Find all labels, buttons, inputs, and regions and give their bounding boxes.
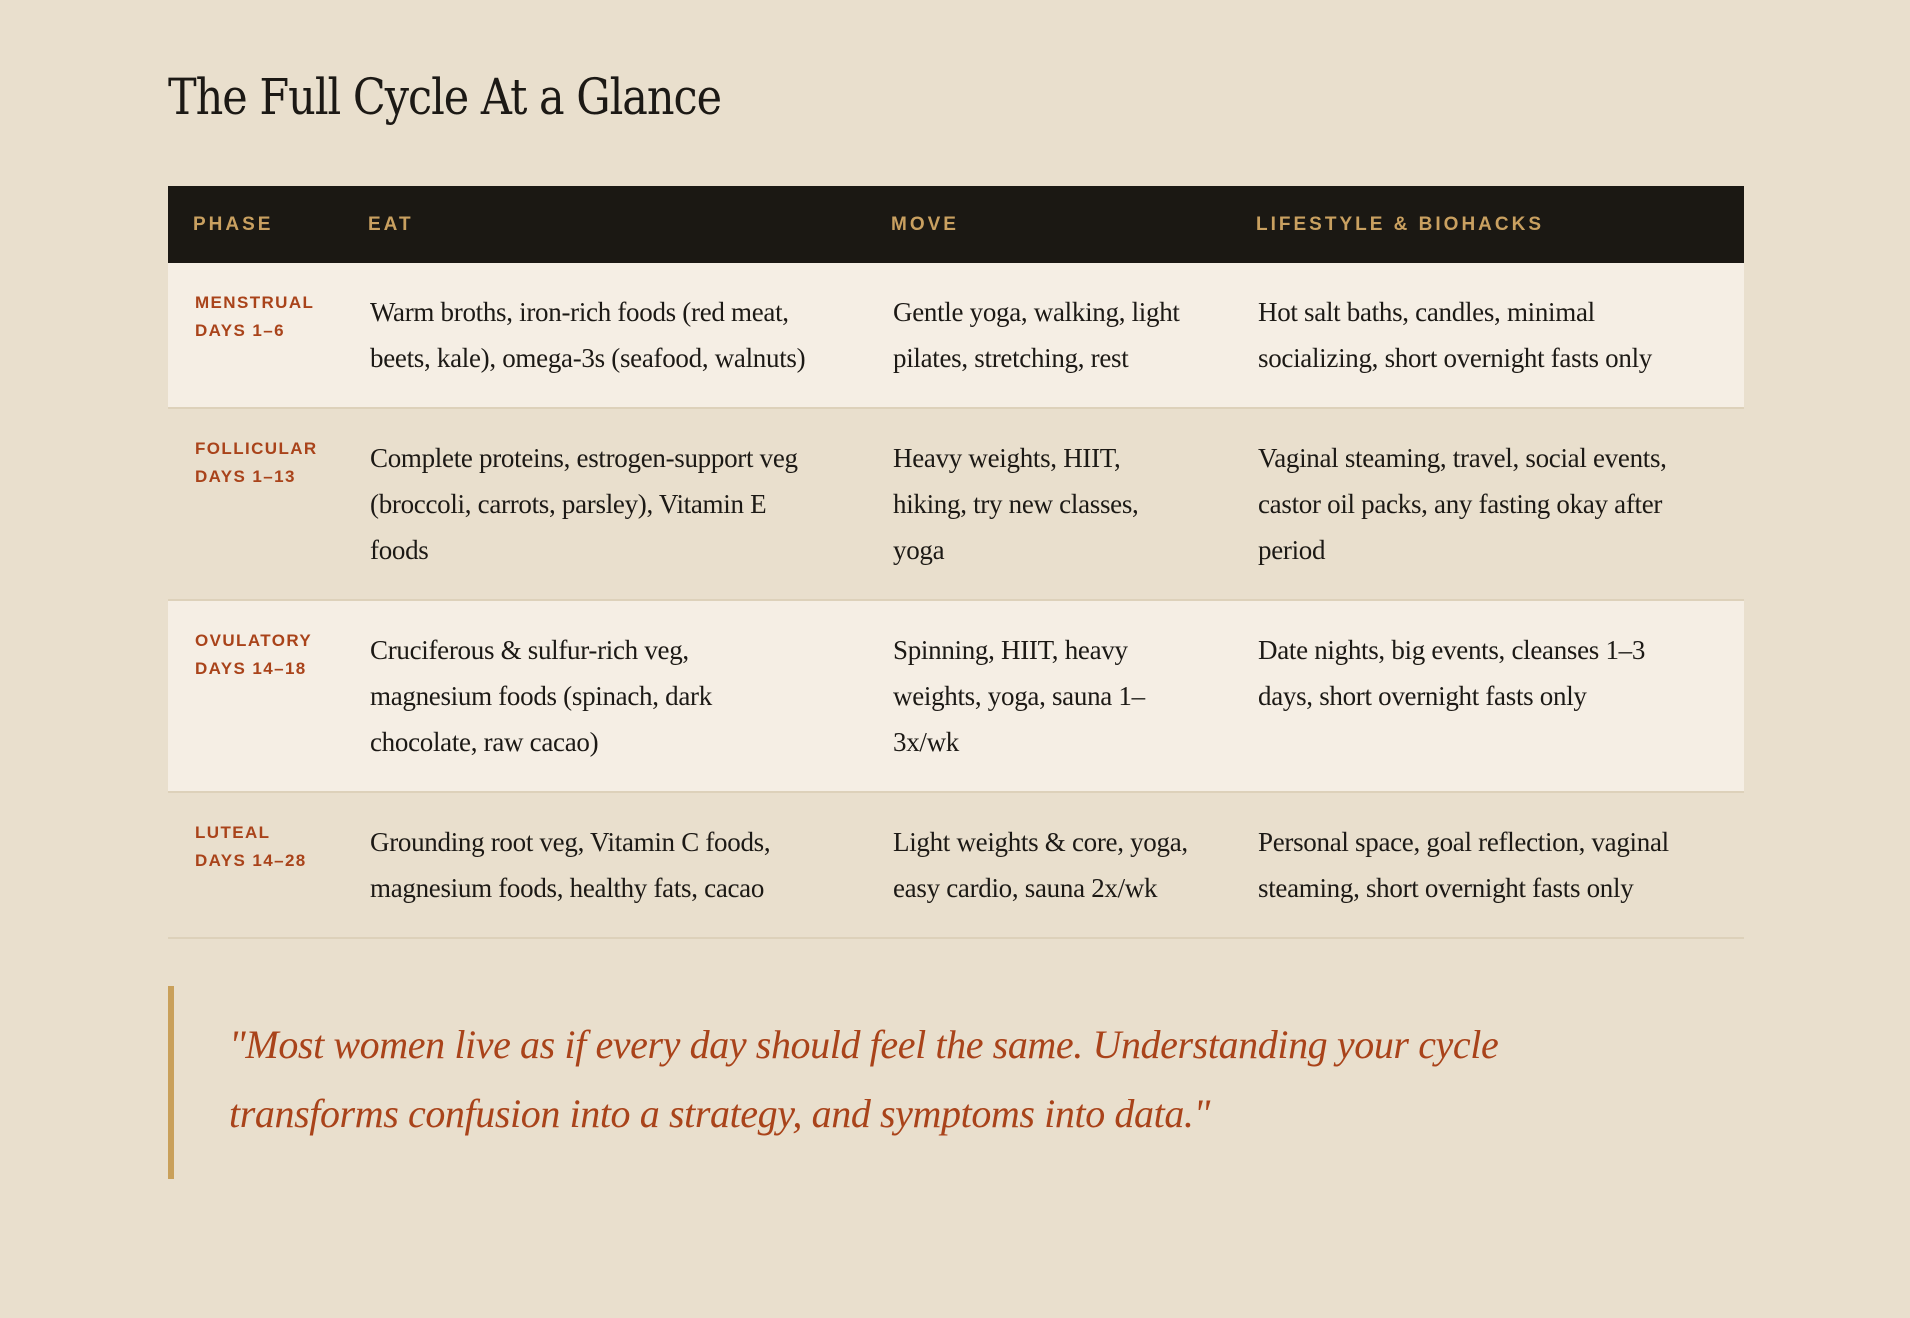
- lifestyle-line: socializing, short overnight fasts only: [1258, 343, 1652, 373]
- lifestyle-cell: [1231, 263, 1744, 408]
- eat-line: beets, kale), omega-3s (seafood, walnuts): [370, 343, 806, 373]
- eat-line: foods: [370, 535, 429, 565]
- move-line: 3x/wk: [893, 727, 960, 757]
- phase-cell: [168, 600, 343, 792]
- table-header-row: [168, 186, 1744, 263]
- table-row-luteal: [168, 792, 1744, 938]
- phase-cell: [168, 408, 343, 600]
- eat-cell: [343, 408, 866, 600]
- pull-quote: [168, 986, 1568, 1179]
- move-cell: [866, 600, 1231, 792]
- phase-cell: [168, 263, 343, 408]
- eat-cell: [343, 263, 866, 408]
- phase-name: OVULATORY: [195, 631, 313, 650]
- lifestyle-line: period: [1258, 535, 1326, 565]
- lifestyle-line: Hot salt baths, candles, minimal: [1258, 297, 1595, 327]
- lifestyle-cell: [1231, 792, 1744, 938]
- quote-line: transforms confusion into a strategy, and symptoms into data.": [229, 1091, 1210, 1136]
- phase-cell: [168, 792, 343, 938]
- header-eat: EAT: [343, 186, 866, 263]
- move-line: weights, yoga, sauna 1–: [893, 681, 1145, 711]
- header-phase: PHASE: [168, 186, 343, 263]
- header-move: MOVE: [866, 186, 1231, 263]
- header-lifestyle: LIFESTYLE & BIOHACKS: [1231, 186, 1744, 263]
- move-line: Light weights & core, yoga,: [893, 827, 1188, 857]
- table-row-menstrual: [168, 263, 1744, 408]
- cycle-table: [168, 186, 1744, 939]
- lifestyle-cell: [1231, 408, 1744, 600]
- eat-line: chocolate, raw cacao): [370, 727, 599, 757]
- move-line: yoga: [893, 535, 945, 565]
- move-line: hiking, try new classes,: [893, 489, 1139, 519]
- table-row-follicular: [168, 408, 1744, 600]
- eat-line: Cruciferous & sulfur-rich veg,: [370, 635, 689, 665]
- eat-cell: [343, 792, 866, 938]
- eat-line: Complete proteins, estrogen-support veg: [370, 443, 798, 473]
- eat-cell: [343, 600, 866, 792]
- lifestyle-line: Personal space, goal reflection, vaginal: [1258, 827, 1669, 857]
- lifestyle-line: days, short overnight fasts only: [1258, 681, 1587, 711]
- move-line: easy cardio, sauna 2x/wk: [893, 873, 1158, 903]
- phase-name: MENSTRUAL: [195, 293, 315, 312]
- eat-line: Grounding root veg, Vitamin C foods,: [370, 827, 771, 857]
- page-title: The Full Cycle At a Glance: [168, 68, 722, 126]
- phase-days: DAYS 14–18: [195, 659, 307, 678]
- move-cell: [866, 792, 1231, 938]
- phase-days: DAYS 14–28: [195, 851, 307, 870]
- eat-line: (broccoli, carrots, parsley), Vitamin E: [370, 489, 767, 519]
- quote-text: [229, 1010, 1498, 1148]
- phase-name: FOLLICULAR: [195, 439, 318, 458]
- phase-days: DAYS 1–6: [195, 321, 285, 340]
- move-line: pilates, stretching, rest: [893, 343, 1129, 373]
- eat-line: magnesium foods (spinach, dark: [370, 681, 712, 711]
- move-line: Heavy weights, HIIT,: [893, 443, 1121, 473]
- phase-days: DAYS 1–13: [195, 467, 296, 486]
- lifestyle-line: castor oil packs, any fasting okay after: [1258, 489, 1663, 519]
- move-line: Gentle yoga, walking, light: [893, 297, 1180, 327]
- move-cell: [866, 263, 1231, 408]
- lifestyle-line: Date nights, big events, cleanses 1–3: [1258, 635, 1646, 665]
- move-cell: [866, 408, 1231, 600]
- move-line: Spinning, HIIT, heavy: [893, 635, 1128, 665]
- quote-line: "Most women live as if every day should feel the same. Understanding your cycle: [229, 1022, 1499, 1067]
- lifestyle-cell: [1231, 600, 1744, 792]
- table-row-ovulatory: [168, 600, 1744, 792]
- eat-line: magnesium foods, healthy fats, cacao: [370, 873, 765, 903]
- eat-line: Warm broths, iron-rich foods (red meat,: [370, 297, 789, 327]
- lifestyle-line: Vaginal steaming, travel, social events,: [1258, 443, 1667, 473]
- lifestyle-line: steaming, short overnight fasts only: [1258, 873, 1634, 903]
- phase-name: LUTEAL: [195, 823, 271, 842]
